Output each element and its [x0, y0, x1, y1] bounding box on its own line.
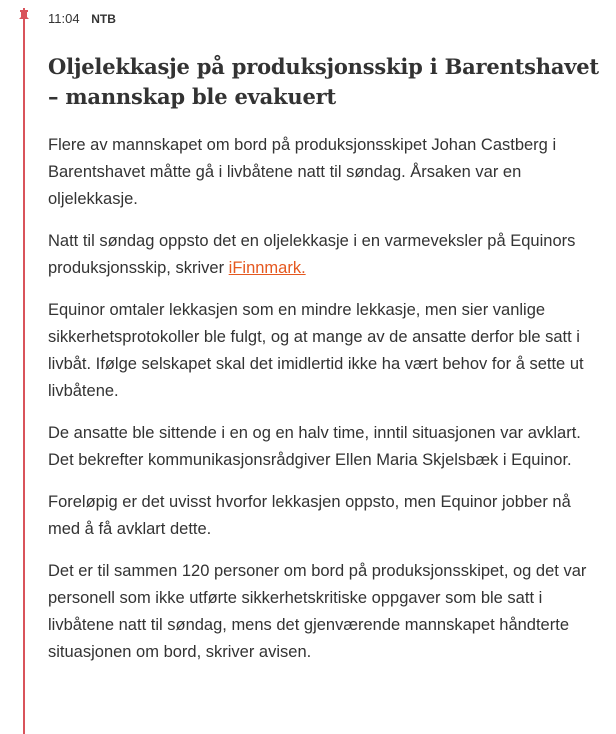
entry-meta: [48, 10, 116, 28]
ifinnmark-link[interactable]: iFinnmark.: [228, 259, 306, 277]
paragraph-3: Equinor omtaler lekkasjen som en mindre lekkasje, men sier vanlige sikkerhetsprotokoller ble fulgt, og at mange av de ansatte derfor ble satt i livbåt. Ifølge selskapet skal det imidlertid ikke ha vært behov for å sette ut livbåtene.: [48, 301, 584, 400]
paragraph-5: Foreløpig er det uvisst hvorfor lekkasjen oppsto, men Equinor jobber nå med å få avklart dette.: [48, 493, 571, 538]
entry-source: NTB: [91, 12, 116, 26]
timeline-line: [23, 8, 25, 734]
paragraph-6: Det er til sammen 120 personer om bord på produksjonsskipet, og det var personell som ikke utførte sikkerhetskritiske oppgaver som ble satt i livbåtene natt til søndag, mens det gjenværende mannskapet håndterte situasjonen om bord, skriver avisen.: [48, 562, 587, 661]
article-body: [48, 132, 606, 681]
paragraph-4: De ansatte ble sittende i en og en halv time, inntil situasjonen var avklart. Det bekrefter kommunikasjonsrådgiver Ellen Maria Skjelsbæk i Equinor.: [48, 424, 581, 469]
article-headline: Oljelekkasje på produksjonsskip i Barentshavet – mannskap ble evakuert: [48, 54, 599, 109]
paragraph-2: [48, 228, 606, 282]
paragraph-1: Flere av mannskapet om bord på produksjonsskipet Johan Castberg i Barentshavet måtte gå i livbåtene natt til søndag. Årsaken var en oljelekkasje.: [48, 136, 557, 208]
pushpin-icon: [17, 9, 31, 25]
paragraph-2-text: Natt til søndag oppsto det en oljelekkasje i en varmeveksler på Equinors produksjonsskip, skriver: [48, 232, 576, 277]
entry-time: 11:04: [48, 11, 80, 26]
